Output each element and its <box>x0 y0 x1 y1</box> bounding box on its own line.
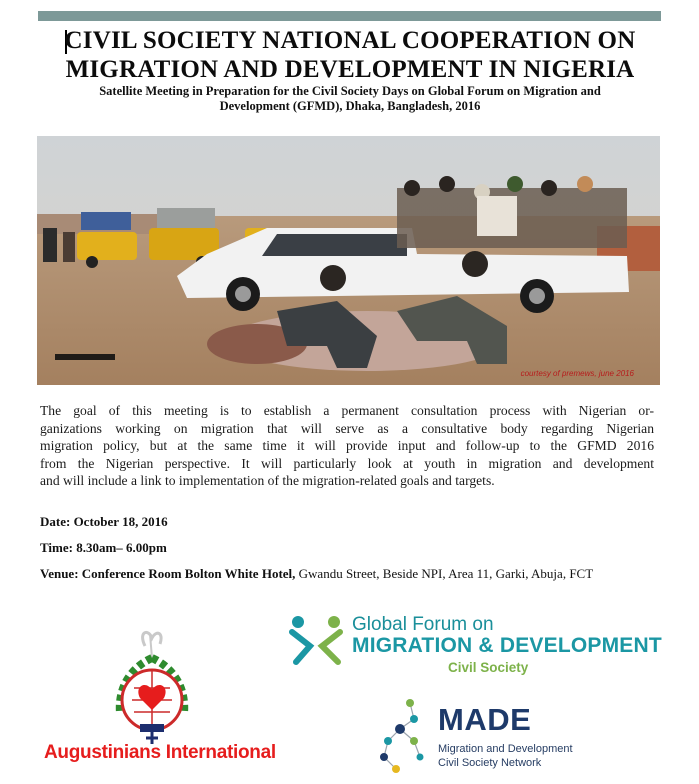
paragraph-line: migration policy, but at the same time it will provide input and follow-up to the GFMD 2016 <box>40 438 654 454</box>
goal-paragraph <box>40 402 654 490</box>
paragraph-line: from the Nigerian perspective. It will particularly look at youth in migration and development <box>40 455 654 471</box>
top-accent-bar <box>38 11 661 21</box>
augustinians-name: Augustinians International <box>44 742 276 763</box>
page-title-line2: MIGRATION AND DEVELOPMENT IN NIGERIA <box>65 56 635 83</box>
venue-info <box>40 566 593 582</box>
subtitle-line1: Satellite Meeting in Preparation for the Civil Society Days on Global Forum on Migration and <box>99 84 601 98</box>
migrants-photo <box>37 136 660 385</box>
made-subtitle-line2: Civil Society Network <box>438 757 542 769</box>
paragraph-line: The goal of this meeting is to establish a permanent consultation process with Nigerian or- <box>40 403 654 418</box>
gfmd-line3: Civil Society <box>448 660 529 675</box>
gfmd-line2: MIGRATION & DEVELOPMENT <box>352 634 662 657</box>
paragraph-line: ganizations working on migration that will serve as a consultative body regarding Nigerian <box>40 420 654 436</box>
time-info <box>40 540 167 556</box>
time-label: Time: 8.30am– 6.00pm <box>40 540 167 555</box>
made-title: MADE <box>438 702 532 737</box>
date-label: Date: October 18, 2016 <box>40 514 168 529</box>
page-title-line1: CIVIL SOCIETY NATIONAL COOPERATION ON <box>64 27 636 54</box>
gfmd-line1: Global Forum on <box>352 614 494 635</box>
subtitle-line2: Development (GFMD), Dhaka, Bangladesh, 2016 <box>219 99 481 113</box>
made-network-icon <box>374 695 434 775</box>
venue-address: Gwandu Street, Beside NPI, Area 11, Garki, Abuja, FCT <box>295 566 594 581</box>
paragraph-line: and will include a link to implementation of the migration-related goals and targets. <box>40 473 495 489</box>
made-subtitle-line1: Migration and Development <box>438 743 573 755</box>
date-info <box>40 514 168 530</box>
photo-credit: courtesy of premews, june 2016 <box>520 369 634 378</box>
venue-label: Venue: Conference Room Bolton White Hotel, <box>40 566 296 581</box>
